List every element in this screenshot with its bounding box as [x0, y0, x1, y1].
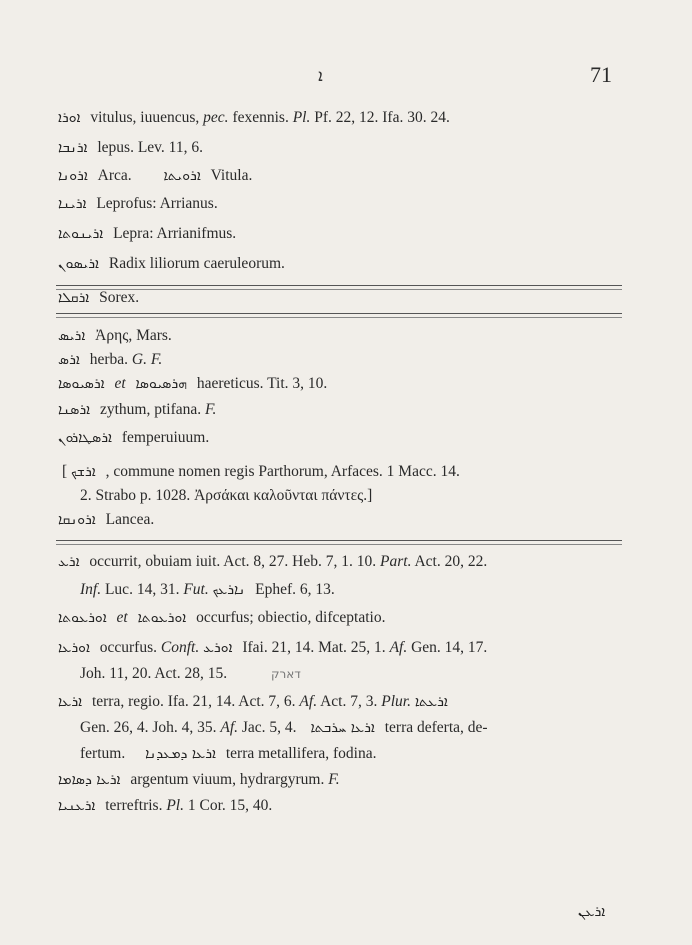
syriac-headword: ܐܪܥ — [58, 554, 80, 570]
conjunction: et — [114, 375, 126, 392]
entry-line — [58, 194, 218, 214]
abbreviation: Conft. — [160, 639, 200, 656]
syriac-headword: ܐܪܥܢܝܐ — [58, 798, 96, 814]
syriac-headword: ܐܘܪܥܘܬܐ — [58, 610, 107, 626]
gloss: 2. Strabo p. 1028. Ἀρσάκαι καλοῦνται πάντες.] — [80, 487, 373, 504]
gloss: terra, regio. Ifa. 21, 14. Act. 7, 6. — [91, 693, 296, 710]
entry-line — [58, 692, 454, 712]
syriac-headword: ܐܪܝܣܘܢ — [58, 256, 99, 272]
gloss: fexennis. — [232, 109, 289, 126]
section-rule — [56, 285, 622, 286]
entry-line — [58, 350, 162, 370]
abbreviation: Af. — [299, 693, 318, 710]
syriac-headword: ܐܪܘܝܬܐ — [163, 168, 201, 184]
gloss: haereticus. Tit. 3, 10. — [196, 375, 328, 392]
gloss: zythum, ptifana. — [99, 401, 202, 418]
gloss: femperuiuum. — [121, 429, 210, 446]
syriac-headword: ܐܪܝܢܐ — [58, 196, 87, 212]
section-rule — [56, 317, 622, 318]
entry-line — [58, 254, 285, 274]
page-number: 71 — [590, 62, 612, 87]
reference: Gen. 26, 4. Joh. 4, 35. — [80, 719, 217, 736]
gloss: occurfus. — [99, 639, 158, 656]
gloss: lepus. Lev. 11, 6. — [97, 139, 203, 156]
entry-line — [62, 462, 460, 482]
reference: Act. 7, 3. — [320, 693, 378, 710]
entry-line — [58, 374, 327, 394]
reference: Luc. 14, 31. — [104, 581, 180, 598]
entry-line — [58, 552, 487, 572]
syriac-headword: ܐܪܣܝܘܣܐ — [58, 376, 105, 392]
syriac-headword: ܐܪܢܒܐ — [58, 140, 88, 156]
abbreviation: Af. — [389, 639, 408, 656]
conjunction: et — [116, 609, 128, 626]
entry-line — [58, 638, 487, 658]
gloss: terra metallifera, fodina. — [225, 745, 377, 762]
hebrew-marginal-note: דארק — [270, 667, 301, 681]
abbreviation: Plur. — [381, 693, 411, 710]
reference: Gen. 14, 17. — [411, 639, 488, 656]
reference: 1 Cor. 15, 40. — [187, 797, 273, 814]
abbreviation: Af. — [220, 719, 239, 736]
abbreviation: Inf. — [80, 581, 102, 598]
entry-line — [58, 288, 139, 308]
entry-line — [80, 718, 488, 738]
gloss: Sorex. — [99, 289, 140, 306]
gloss: vitulus, iuuencus, — [90, 109, 200, 126]
entry-line — [80, 486, 372, 506]
reference: Ifai. 21, 14. Mat. 25, 1. — [242, 639, 386, 656]
section-rule — [56, 313, 622, 314]
abbreviation: G. F. — [131, 351, 163, 368]
entry-line — [58, 796, 272, 816]
entry-line — [80, 744, 376, 764]
running-head-letter: ܐ — [318, 66, 323, 85]
gloss: Lancea. — [105, 511, 155, 528]
section-rule — [56, 544, 622, 545]
gloss: , commune nomen regis Parthorum, Arfaces. 1 Macc. 14. — [105, 463, 460, 480]
entry-line — [58, 400, 216, 420]
syriac-headword: ܐܪܝܢܘܬܐ — [58, 226, 104, 242]
reference: Pf. 22, 12. Ifa. 30. 24. — [314, 109, 450, 126]
syriac-headword: ܐܪܣܢܐ — [58, 402, 91, 418]
gloss: fertum. — [80, 745, 126, 762]
syriac-headword: ܐܘܪܥܘܬܐ — [137, 610, 187, 626]
abbreviation: F. — [205, 401, 217, 418]
entry-line — [58, 326, 172, 346]
catchword: ܐܪܥܢ — [578, 904, 606, 920]
reference: Ephef. 6, 13. — [255, 581, 335, 598]
gloss: Leprofus: Arrianus. — [96, 195, 218, 212]
gloss: Arca. — [97, 167, 132, 184]
gloss: Lepra: Arrianifmus. — [113, 225, 237, 242]
gloss: terra deferta, de- — [384, 719, 488, 736]
entry-line — [80, 664, 301, 684]
section-rule — [56, 540, 622, 541]
abbreviation: Part. — [380, 553, 412, 570]
reference: Act. 20, 22. — [414, 553, 488, 570]
entry-line — [58, 608, 385, 628]
bracket: [ — [62, 463, 68, 480]
gloss: Radix liliorum caeruleorum. — [108, 255, 285, 272]
entry-line — [58, 224, 236, 244]
gloss: argentum viuum, hydrargyrum. — [130, 771, 325, 788]
entry-line — [58, 138, 203, 158]
gloss: occurrit, obuiam iuit. Act. 8, 27. Heb. 7, 1. 10. — [89, 553, 377, 570]
syriac-headword: ܗܪܣܝܘܣܐ — [135, 376, 187, 392]
syriac-headword: ܐܪܫܟ — [71, 464, 96, 480]
syriac-headword: ܐܪܘܢܐ — [58, 168, 88, 184]
entry-line — [58, 510, 154, 530]
reference: Jac. 5, 4. — [241, 719, 297, 736]
abbreviation: Fut. — [183, 581, 209, 598]
syriac-headword: ܐܪܥܐ ܚܪܒܬܐ — [310, 720, 375, 736]
syriac-headword: ܐܪܝܣ — [58, 328, 86, 344]
syriac-headword: ܐܪܘܢܩܐ — [58, 512, 96, 528]
gloss: herba. — [89, 351, 129, 368]
abbreviation: Pl. — [166, 797, 184, 814]
gloss: Vitula. — [210, 167, 253, 184]
entry-line — [58, 770, 340, 790]
syriac-headword: ܐܘܪܥܐ — [58, 640, 90, 656]
syriac-headword: ܐܪܣܛܐܪܘܢ — [58, 430, 112, 446]
gloss: Ἀρης, Mars. — [95, 327, 172, 344]
syriac-headword: ܐܪܣ — [58, 352, 80, 368]
syriac-headword: ܐܘܪܥ — [203, 640, 233, 656]
syriac-headword: ܐܪܥܐ ܕܡܥܕܢܐ — [145, 746, 216, 762]
syriac-headword: ܐܘܪܐ — [58, 110, 81, 126]
syriac-headword: ܢܐܪܥܟ — [212, 582, 246, 598]
entry-line — [58, 428, 209, 448]
gloss: terreftris. — [105, 797, 163, 814]
entry-line — [80, 580, 335, 600]
abbreviation: Pl. — [292, 109, 311, 126]
abbreviation: pec. — [203, 109, 229, 126]
section-rule — [56, 289, 622, 290]
syriac-headword: ܐܪܥܐ — [58, 694, 83, 710]
gloss: occurfus; obiectio, difceptatio. — [196, 609, 386, 626]
syriac-headword: ܐܪܩܠܐ — [58, 290, 90, 306]
entry-line — [58, 166, 252, 186]
abbreviation: F. — [328, 771, 340, 788]
syriac-headword: ܐܪܥܐ ܕܣܐܡܐ — [58, 772, 121, 788]
reference: Joh. 11, 20. Act. 28, 15. — [80, 665, 228, 682]
entry-line — [58, 108, 450, 128]
syriac-headword: ܐܪܥܬܐ — [414, 694, 448, 710]
